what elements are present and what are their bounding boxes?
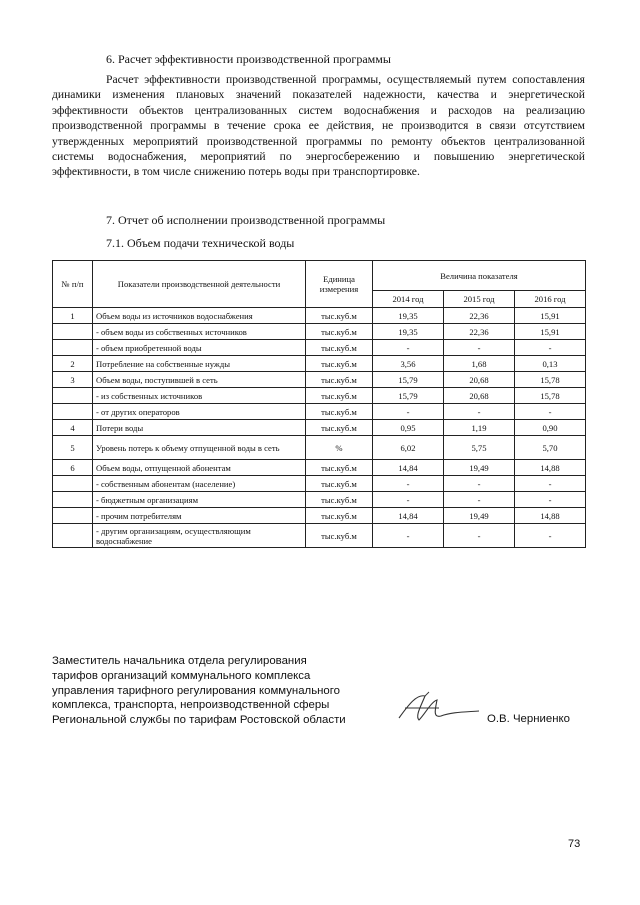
row-value-2014: 6,02 (373, 436, 444, 460)
row-indicator: Потребление на собственные нужды (93, 356, 306, 372)
row-unit: % (306, 436, 373, 460)
table-row (53, 372, 586, 388)
signature-line: управления тарифного регулирования коммунального (52, 684, 341, 697)
row-num (53, 508, 93, 524)
row-unit: тыс.куб.м (306, 404, 373, 420)
row-unit: тыс.куб.м (306, 476, 373, 492)
row-value-2015: - (444, 404, 515, 420)
row-indicator: Объем воды, поступившей в сеть (93, 372, 306, 388)
table-row (53, 356, 586, 372)
row-value-2016: 15,78 (515, 388, 586, 404)
section-6-paragraph: Расчет эффективности производственной программы, осуществляемый путем сопоставления динамики изменения плановых значений показателей надежности, качества и энергетической эффективности объектов централизованных систем водоснабжения и расходов на реализацию производственной программы в течение срока ее действия, не производится в связи отсутствием утвержденных мероприятий производственной программы по ремонту объектов централизованной системы водоснабжения, мероприятий по энергосбережению и повышению энергетической эффективности, в том числе снижению потерь воды при транспортировке. (52, 73, 585, 179)
signature-line: Заместитель начальника отдела регулирования (52, 655, 307, 667)
row-value-2014: 15,79 (373, 372, 444, 388)
row-unit: тыс.куб.м (306, 524, 373, 548)
signature-line: комплекса, транспорта, непроизводственной сферы (52, 699, 330, 712)
section-6-heading: 6. Расчет эффективности производственной программы (106, 52, 391, 66)
row-value-2015: 19,49 (444, 508, 515, 524)
signatory-name: О.В. Черниенко (487, 713, 570, 725)
row-value-2014: 19,35 (373, 308, 444, 324)
table-row (53, 436, 586, 460)
row-num: 4 (53, 420, 93, 436)
row-unit: тыс.куб.м (306, 340, 373, 356)
row-value-2016: - (515, 492, 586, 508)
row-indicator: Объем воды, отпущенной абонентам (93, 460, 306, 476)
row-num: 6 (53, 460, 93, 476)
header-year-2015: 2015 год (444, 291, 515, 308)
row-indicator: - прочим потребителям (93, 508, 306, 524)
header-year-2016: 2016 год (515, 291, 586, 308)
row-value-2016: 15,78 (515, 372, 586, 388)
table-row (53, 324, 586, 340)
signature-line: Региональной службы по тарифам Ростовской области (52, 714, 346, 727)
row-num: 1 (53, 308, 93, 324)
table-row (53, 524, 586, 548)
row-unit: тыс.куб.м (306, 388, 373, 404)
table-row (53, 460, 586, 476)
table-row (53, 492, 586, 508)
row-indicator: - бюджетным организациям (93, 492, 306, 508)
row-unit: тыс.куб.м (306, 460, 373, 476)
row-indicator: Уровень потерь к объему отпущенной воды в сеть (93, 436, 306, 460)
row-value-2014: - (373, 340, 444, 356)
row-num: 2 (53, 356, 93, 372)
table-row (53, 508, 586, 524)
row-value-2015: - (444, 340, 515, 356)
row-value-2014: 14,84 (373, 460, 444, 476)
row-value-2015: 20,68 (444, 372, 515, 388)
page-number: 73 (568, 838, 581, 850)
row-value-2014: - (373, 404, 444, 420)
row-num (53, 324, 93, 340)
row-value-2016: - (515, 404, 586, 420)
row-unit: тыс.куб.м (306, 492, 373, 508)
row-num (53, 476, 93, 492)
table-row (53, 420, 586, 436)
row-unit: тыс.куб.м (306, 372, 373, 388)
row-value-2015: 5,75 (444, 436, 515, 460)
row-value-2014: 15,79 (373, 388, 444, 404)
row-num (53, 524, 93, 548)
table-row (53, 404, 586, 420)
water-supply-table (52, 260, 586, 548)
signature-line: тарифов организаций коммунального комплекса (52, 669, 311, 682)
row-value-2014: - (373, 476, 444, 492)
row-value-2016: 0,13 (515, 356, 586, 372)
row-num: 5 (53, 436, 93, 460)
row-num (53, 404, 93, 420)
row-unit: тыс.куб.м (306, 508, 373, 524)
row-num (53, 340, 93, 356)
row-indicator: - из собственных источников (93, 388, 306, 404)
row-indicator: - собственным абонентам (население) (93, 476, 306, 492)
row-value-2015: 1,19 (444, 420, 515, 436)
row-value-2015: - (444, 524, 515, 548)
row-unit: тыс.куб.м (306, 308, 373, 324)
row-value-2015: - (444, 476, 515, 492)
row-value-2014: 3,56 (373, 356, 444, 372)
signature-position (52, 654, 372, 728)
section-7-heading: 7. Отчет об исполнении производственной программы (106, 213, 386, 227)
table-row (53, 308, 586, 324)
row-value-2016: 14,88 (515, 460, 586, 476)
row-value-2016: - (515, 524, 586, 548)
row-value-2016: - (515, 476, 586, 492)
header-value: Величина показателя (373, 261, 586, 291)
row-value-2016: 15,91 (515, 308, 586, 324)
row-unit: тыс.куб.м (306, 324, 373, 340)
table-row (53, 388, 586, 404)
row-value-2014: 0,95 (373, 420, 444, 436)
row-indicator: Потери воды (93, 420, 306, 436)
row-indicator: - объем воды из собственных источников (93, 324, 306, 340)
table-body (53, 308, 586, 548)
row-value-2016: - (515, 340, 586, 356)
row-indicator: Объем воды из источников водоснабжения (93, 308, 306, 324)
header-year-2014: 2014 год (373, 291, 444, 308)
row-value-2014: - (373, 524, 444, 548)
header-indicator: Показатели производственной деятельности (93, 261, 306, 308)
header-unit: Единица измерения (306, 261, 373, 308)
row-value-2014: 14,84 (373, 508, 444, 524)
row-value-2014: - (373, 492, 444, 508)
row-value-2016: 15,91 (515, 324, 586, 340)
header-num: № п/п (53, 261, 93, 308)
row-num: 3 (53, 372, 93, 388)
row-num (53, 388, 93, 404)
row-value-2015: 20,68 (444, 388, 515, 404)
row-value-2015: 22,36 (444, 308, 515, 324)
row-value-2015: 1,68 (444, 356, 515, 372)
row-unit: тыс.куб.м (306, 420, 373, 436)
row-num (53, 492, 93, 508)
row-value-2016: 0,90 (515, 420, 586, 436)
row-value-2016: 5,70 (515, 436, 586, 460)
row-value-2015: - (444, 492, 515, 508)
row-indicator: - другим организациям, осуществляющим водоснабжение (93, 524, 306, 548)
row-indicator: - от других операторов (93, 404, 306, 420)
row-value-2015: 19,49 (444, 460, 515, 476)
row-unit: тыс.куб.м (306, 356, 373, 372)
row-indicator: - объем приобретенной воды (93, 340, 306, 356)
table-row (53, 476, 586, 492)
row-value-2015: 22,36 (444, 324, 515, 340)
table-row (53, 340, 586, 356)
handwritten-signature (395, 690, 485, 726)
section-7-1-heading: 7.1. Объем подачи технической воды (106, 236, 295, 250)
row-value-2016: 14,88 (515, 508, 586, 524)
row-value-2014: 19,35 (373, 324, 444, 340)
